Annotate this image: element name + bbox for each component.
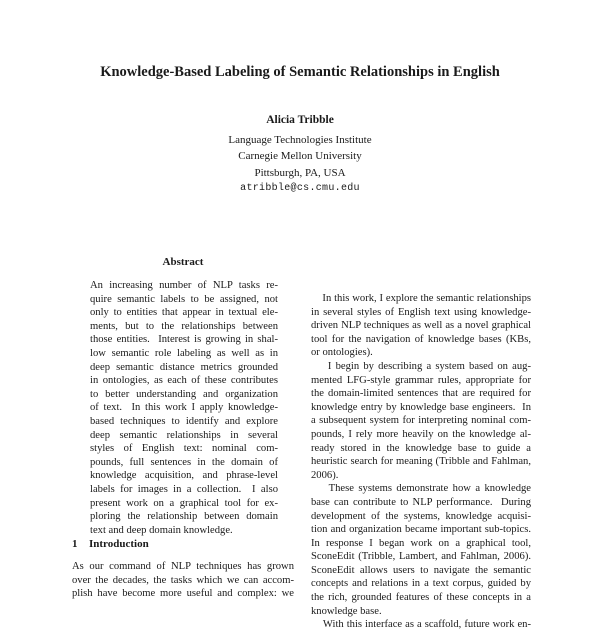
text-line: These systems demonstrate how a knowledge xyxy=(311,483,531,495)
text-line: knowledge acquisition, and phrase-level xyxy=(90,470,278,482)
text-line: development of the systems, knowledge acquisi- xyxy=(311,510,531,522)
section-heading-introduction xyxy=(72,538,149,550)
paragraph xyxy=(311,618,531,632)
text-line: based techniques to identify and explore xyxy=(90,415,278,427)
right-column-body xyxy=(311,292,531,632)
text-line: base can contribute to NLP performance. During xyxy=(311,496,531,508)
text-line: 2006). xyxy=(311,469,339,481)
abstract-body xyxy=(90,279,278,537)
text-line: knowledge entry by knowledge base engineers. In xyxy=(311,401,531,413)
text-line: present work on a graphical tool for ex- xyxy=(90,497,278,509)
text-line: labels for images in a collection. I also xyxy=(90,483,278,495)
text-line: With this interface as a scaffold, future work en- xyxy=(311,619,531,631)
text-line: heuristic search for meaning (Tribble and Fahlman, xyxy=(311,456,531,468)
text-line: in ontologies, as each of these contributes xyxy=(90,375,278,387)
text-line: only to entities that appear in textual ele- xyxy=(90,307,278,319)
introduction-body xyxy=(72,560,294,601)
text-line: mented LFG-style grammar rules, appropriate for xyxy=(311,374,531,386)
text-line: those entities. Interest is growing in shal- xyxy=(90,334,278,346)
author-email: atribble@cs.cmu.edu xyxy=(240,183,360,194)
text-line: plish have become more useful and complex: we xyxy=(72,588,294,600)
text-line: In response I began work on a graphical tool, xyxy=(311,537,531,549)
text-line: concepts and relations in a text corpus, guided by xyxy=(311,578,531,590)
text-line: ments, but to the relationships between xyxy=(90,320,278,332)
text-line: the domain-limited sentences that are required for xyxy=(311,388,531,400)
text-line: to better understanding and organization xyxy=(90,388,278,400)
text-line: pounds, I rely more heavily on the knowledge al- xyxy=(311,428,531,440)
text-line: pounds, full sentences in the domain of xyxy=(90,456,278,468)
text-line: the rich, grounded features of these concepts in a xyxy=(311,592,531,604)
text-line: of text. In this work I apply knowledge- xyxy=(90,402,278,414)
text-line: knowledge base. xyxy=(311,605,382,617)
text-line: SconeEdit (Tribble, Lambert, and Fahlman, 2006). xyxy=(311,551,531,563)
text-line: In this work, I explore the semantic relationships xyxy=(311,293,531,304)
paragraph xyxy=(311,482,531,618)
text-line: As our command of NLP techniques has grown xyxy=(72,561,294,572)
text-line: ready stored in the knowledge base to guide a xyxy=(311,442,531,454)
abstract-heading: Abstract xyxy=(162,256,204,268)
text-line: text and deep domain knowledge. xyxy=(90,524,233,536)
text-line: tool for the navigation of knowledge bases (KBs, xyxy=(311,333,531,345)
text-line: low semantic role labeling as well as in xyxy=(90,347,278,359)
text-line: An increasing number of NLP tasks re- xyxy=(90,280,278,291)
text-line: deep semantic relationships in several xyxy=(90,429,278,441)
text-line: a subsequent system for interpreting nominal com- xyxy=(311,415,531,427)
text-line: I begin by describing a system based on aug- xyxy=(311,360,531,372)
text-line: styles of English text: nominal com- xyxy=(90,443,278,455)
text-line: ploring the relationship between domain xyxy=(90,511,278,523)
text-line: SconeEdit allows users to navigate the semantic xyxy=(311,564,531,576)
author-name: Alicia Tribble xyxy=(266,114,334,126)
author-block xyxy=(0,112,600,198)
section-title: Introduction xyxy=(89,538,149,550)
affiliation-line: Carnegie Mellon University xyxy=(238,150,362,162)
text-line: quire semantic labels to be assigned, not xyxy=(90,293,278,305)
affiliation-line: Pittsburgh, PA, USA xyxy=(254,166,346,179)
text-line: in several styles of English text using knowledge- xyxy=(311,306,531,318)
paragraph xyxy=(311,360,531,482)
text-line: over the decades, the tasks which we can accom- xyxy=(72,574,294,586)
section-number: 1 xyxy=(72,538,78,550)
text-line: deep semantic distance metrics grounded xyxy=(90,361,278,373)
text-line: driven NLP techniques as well as a novel graphical xyxy=(311,320,531,332)
affiliation-line: Language Technologies Institute xyxy=(228,133,372,146)
paragraph xyxy=(311,292,531,360)
paper-title: Knowledge-Based Labeling of Semantic Relationships in English xyxy=(100,64,500,80)
text-line: tion and organization became important sub-topics. xyxy=(311,524,531,536)
text-line: or ontologies). xyxy=(311,347,373,359)
